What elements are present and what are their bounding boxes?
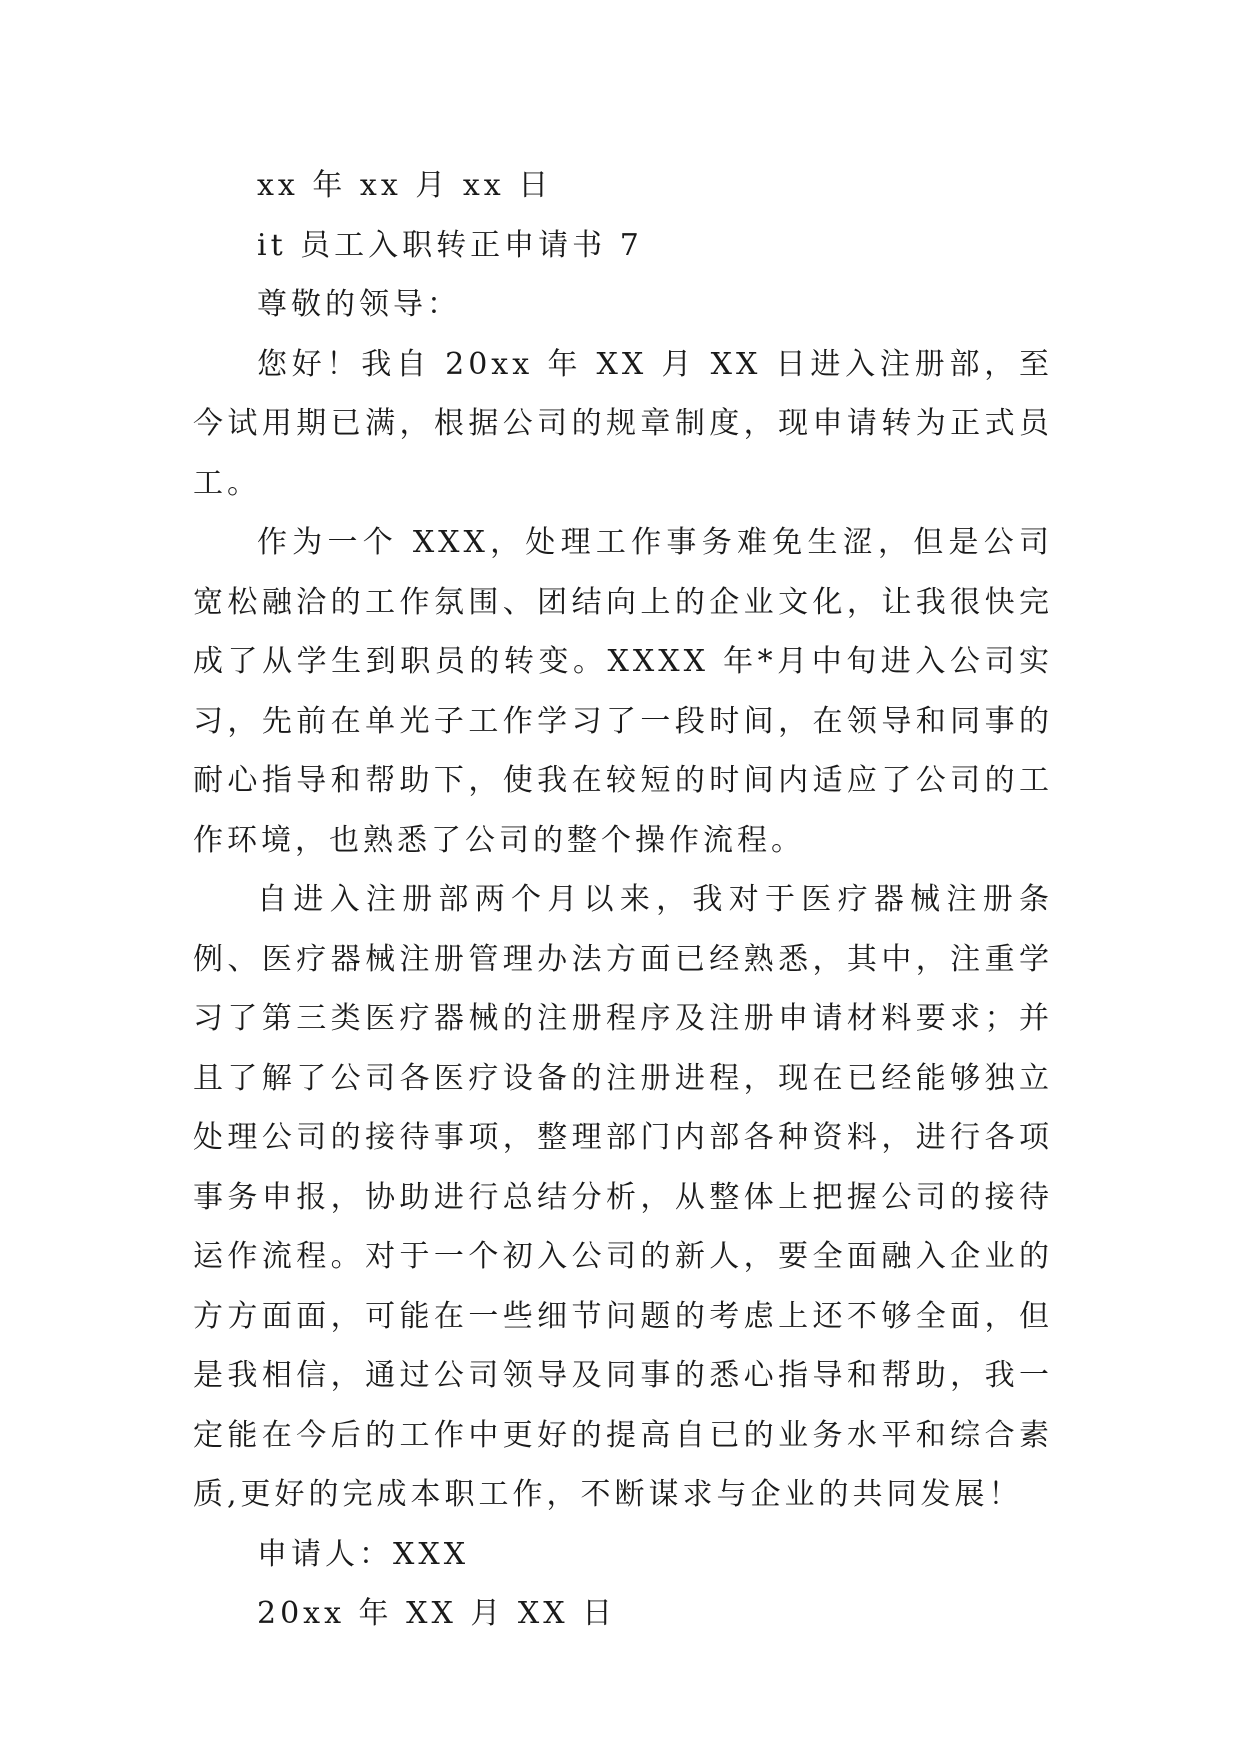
document-body xyxy=(193,156,1053,1644)
applicant-line: 申请人：XXX xyxy=(257,1536,470,1572)
document-title: it 员工入职转正申请书 7 xyxy=(257,227,643,263)
bottom-date: 20xx 年 XX 月 XX 日 xyxy=(257,1596,617,1631)
salutation: 尊敬的领导： xyxy=(257,287,461,322)
paragraph-1: 您好！我自 20xx 年 XX 月 XX 日进入注册部，至今试用期已满，根据公司的规章制度，现申请转为正式员工。 xyxy=(193,346,1053,501)
paragraph-2: 作为一个 XXX，处理工作事务难免生涩，但是公司宽松融洽的工作氛围、团结向上的企业文化，让我很快完成了从学生到职员的转变。XXXX 年*月中旬进入公司实习，先前在单光子工作学习了一段时间，在领导和同事的耐心指导和帮助下，使我在较短的时间内适应了公司的工作环境，也熟悉了公司的整个操作流程。 xyxy=(193,525,1053,858)
paragraph-3: 自进入注册部两个月以来，我对于医疗器械注册条例、医疗器械注册管理办法方面已经熟悉，其中，注重学习了第三类医疗器械的注册程序及注册申请材料要求；并且了解了公司各医疗设备的注册进程，现在已经能够独立处理公司的接待事项，整理部门内部各种资料，进行各项事务申报，协助进行总结分析，从整体上把握公司的接待运作流程。对于一个初入公司的新人，要全面融入企业的方方面面，可能在一些细节问题的考虑上还不够全面，但是我相信，通过公司领导及同事的悉心指导和帮助，我一定能在今后的工作中更好的提高自已的业务水平和综合素质,更好的完成本职工作，不断谋求与企业的共同发展！ xyxy=(193,882,1053,1512)
top-date: xx 年 xx 月 xx 日 xyxy=(257,168,553,203)
